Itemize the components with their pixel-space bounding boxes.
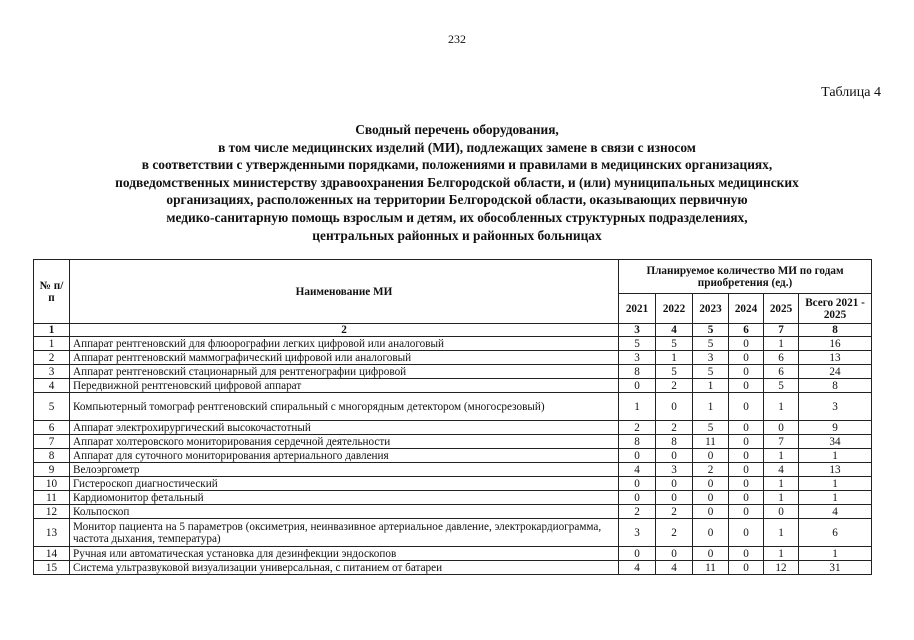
year-quantity: 0 [693,547,729,561]
item-name: Аппарат для суточного мониторирования артериального давления [70,449,619,463]
row-number: 1 [34,337,70,351]
table-row [34,449,872,463]
item-name: Монитор пациента на 5 параметров (оксиметрия, неинвазивное артериальное давление, электрокардиограмма, частота дыхания, температура) [70,519,619,547]
year-quantity: 1 [764,337,799,351]
year-quantity: 0 [619,449,656,463]
column-number: 1 [34,324,70,337]
year-quantity: 0 [729,449,764,463]
item-name: Ручная или автоматическая установка для дезинфекции эндоскопов [70,547,619,561]
row-number: 10 [34,477,70,491]
table-row [34,477,872,491]
table-label: Таблица 4 [821,85,881,100]
year-quantity: 4 [764,463,799,477]
row-number: 14 [34,547,70,561]
year-quantity: 6 [764,365,799,379]
header-year: 2022 [656,294,693,324]
equipment-table [33,259,872,575]
year-quantity: 0 [729,491,764,505]
header-planned: Планируемое количество МИ по годам приобретения (ед.) [619,260,872,294]
year-quantity: 6 [764,351,799,365]
row-number: 5 [34,393,70,421]
title-line: медико-санитарную помощь взрослым и детям, их обособленных структурных подразделениях, [166,209,748,225]
year-quantity: 1 [656,351,693,365]
year-quantity: 2 [619,421,656,435]
item-name: Аппарат холтеровского мониторирования сердечной деятельности [70,435,619,449]
year-quantity: 0 [693,505,729,519]
year-quantity: 0 [764,421,799,435]
year-quantity: 0 [619,379,656,393]
year-quantity: 0 [693,519,729,547]
title-line: в том числе медицинских изделий (МИ), подлежащих замене в связи с износом [218,139,696,155]
year-quantity: 0 [729,505,764,519]
total-quantity: 1 [799,547,872,561]
item-name: Система ультразвуковой визуализации универсальная, с питанием от батареи [70,561,619,575]
item-name: Передвижной рентгеновский цифровой аппарат [70,379,619,393]
title-line: в соответствии с утвержденными порядками, положениями и правилами в медицинских организациях, [141,157,773,173]
year-quantity: 0 [729,463,764,477]
header-num: № п/п [34,260,70,324]
table-row [34,365,872,379]
total-quantity: 13 [799,463,872,477]
title-line: организациях, расположенных на территории Белгородской области, оказывающих первичную [166,192,748,208]
header-year: 2021 [619,294,656,324]
column-numbers-row [34,324,872,337]
year-quantity: 8 [619,435,656,449]
table-row [34,519,872,547]
row-number: 2 [34,351,70,365]
column-number: 4 [656,324,693,337]
year-quantity: 5 [619,337,656,351]
year-quantity: 2 [656,421,693,435]
column-number: 7 [764,324,799,337]
row-number: 9 [34,463,70,477]
year-quantity: 0 [656,449,693,463]
item-name: Аппарат рентгеновский маммографический цифровой или аналоговый [70,351,619,365]
total-quantity: 8 [799,379,872,393]
table-row [34,463,872,477]
item-name: Аппарат рентгеновский стационарный для рентгенографии цифровой [70,365,619,379]
item-name: Велоэргометр [70,463,619,477]
year-quantity: 1 [764,477,799,491]
item-name: Компьютерный томограф рентгеновский спиральный с многорядным детектором (многосрезовый) [70,393,619,421]
year-quantity: 8 [656,435,693,449]
year-quantity: 0 [729,351,764,365]
table-row [34,505,872,519]
year-quantity: 0 [619,491,656,505]
table-row [34,561,872,575]
year-quantity: 0 [656,477,693,491]
year-quantity: 4 [656,561,693,575]
row-number: 8 [34,449,70,463]
year-quantity: 4 [619,463,656,477]
year-quantity: 2 [693,463,729,477]
table-row [34,547,872,561]
year-quantity: 0 [729,393,764,421]
total-quantity: 1 [799,449,872,463]
table-row [34,435,872,449]
header-year: 2025 [764,294,799,324]
table-row [34,337,872,351]
total-quantity: 13 [799,351,872,365]
year-quantity: 0 [729,547,764,561]
year-quantity: 2 [656,505,693,519]
header-year: 2023 [693,294,729,324]
year-quantity: 8 [619,365,656,379]
year-quantity: 0 [693,477,729,491]
year-quantity: 0 [619,477,656,491]
total-quantity: 4 [799,505,872,519]
header-name: Наименование МИ [70,260,619,324]
column-number: 5 [693,324,729,337]
total-quantity: 1 [799,491,872,505]
title-line: подведомственных министерству здравоохранения Белгородской области, и (или) муниципальных медицинских [115,174,799,190]
year-quantity: 1 [764,449,799,463]
title-line: центральных районных и районных больницах [312,227,602,243]
table-body [34,324,872,575]
year-quantity: 0 [656,393,693,421]
row-number: 7 [34,435,70,449]
item-name: Кольпоскоп [70,505,619,519]
year-quantity: 5 [693,421,729,435]
total-quantity: 31 [799,561,872,575]
year-quantity: 0 [656,491,693,505]
item-name: Аппарат рентгеновский для флюорографии легких цифровой или аналоговый [70,337,619,351]
row-number: 4 [34,379,70,393]
row-number: 13 [34,519,70,547]
table-row [34,351,872,365]
document-title [40,121,874,244]
header-year: 2024 [729,294,764,324]
year-quantity: 1 [764,547,799,561]
year-quantity: 5 [693,337,729,351]
year-quantity: 0 [693,491,729,505]
column-number: 3 [619,324,656,337]
year-quantity: 1 [619,393,656,421]
table-row [34,421,872,435]
year-quantity: 1 [693,379,729,393]
year-quantity: 11 [693,561,729,575]
year-quantity: 5 [693,365,729,379]
year-quantity: 0 [729,435,764,449]
year-quantity: 3 [619,351,656,365]
column-number: 6 [729,324,764,337]
year-quantity: 0 [729,421,764,435]
column-number: 8 [799,324,872,337]
row-number: 15 [34,561,70,575]
year-quantity: 12 [764,561,799,575]
year-quantity: 0 [729,365,764,379]
year-quantity: 7 [764,435,799,449]
year-quantity: 1 [764,393,799,421]
item-name: Аппарат электрохирургический высокочастотный [70,421,619,435]
total-quantity: 6 [799,519,872,547]
year-quantity: 0 [619,547,656,561]
year-quantity: 5 [656,337,693,351]
year-quantity: 1 [764,491,799,505]
total-quantity: 1 [799,477,872,491]
row-number: 12 [34,505,70,519]
year-quantity: 3 [693,351,729,365]
item-name: Гистероскоп диагностический [70,477,619,491]
year-quantity: 3 [619,519,656,547]
row-number: 11 [34,491,70,505]
total-quantity: 16 [799,337,872,351]
item-name: Кардиомонитор фетальный [70,491,619,505]
page-number: 232 [448,32,466,46]
year-quantity: 5 [764,379,799,393]
year-quantity: 5 [656,365,693,379]
year-quantity: 1 [764,519,799,547]
total-quantity: 24 [799,365,872,379]
year-quantity: 2 [619,505,656,519]
year-quantity: 0 [764,505,799,519]
column-number: 2 [70,324,619,337]
year-quantity: 4 [619,561,656,575]
year-quantity: 2 [656,519,693,547]
header-total: Всего 2021 - 2025 [799,294,872,324]
table-row [34,379,872,393]
year-quantity: 0 [656,547,693,561]
year-quantity: 0 [729,561,764,575]
total-quantity: 3 [799,393,872,421]
table-row [34,393,872,421]
table-row [34,491,872,505]
year-quantity: 0 [693,449,729,463]
year-quantity: 2 [656,379,693,393]
year-quantity: 0 [729,379,764,393]
year-quantity: 1 [693,393,729,421]
row-number: 3 [34,365,70,379]
total-quantity: 34 [799,435,872,449]
year-quantity: 0 [729,477,764,491]
title-line: Сводный перечень оборудования, [355,122,559,137]
year-quantity: 3 [656,463,693,477]
year-quantity: 0 [729,519,764,547]
year-quantity: 0 [729,337,764,351]
total-quantity: 9 [799,421,872,435]
row-number: 6 [34,421,70,435]
year-quantity: 11 [693,435,729,449]
